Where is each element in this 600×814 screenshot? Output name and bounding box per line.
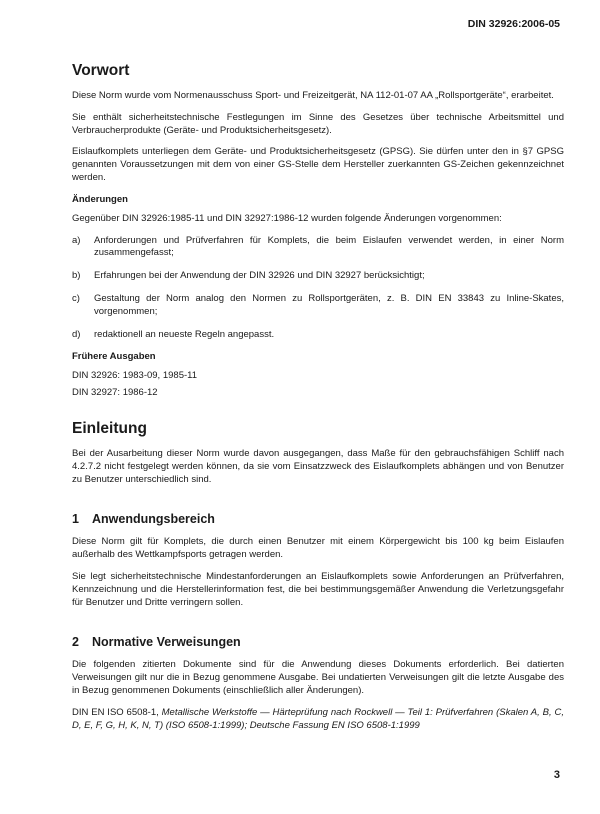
- vorwort-paragraph-1: Diese Norm wurde vom Normenausschuss Sport- und Freizeitgerät, NA 112-01-07 AA „Rollsportgeräte“, erarbeitet.: [72, 90, 554, 101]
- vorwort-paragraph-3: Eislaufkomplets unterliegen dem Geräte- und Produktsicherheitsgesetz (GPSG). Sie dürfen unter den in §7 GPSG genannten Voraussetzungen mit dem von einer GS-Stelle dem Hersteller zuerkannten GS-Zeichen gekennzeichnet werden.: [72, 146, 564, 183]
- document-id: DIN 32926:2006-05: [467, 18, 560, 30]
- section-1-number: 1: [72, 512, 79, 527]
- page-number: 3: [553, 769, 560, 781]
- aenderungen-list: [72, 235, 564, 342]
- list-item-text: Gestaltung der Norm analog den Normen zu Rollsportgeräten, z. B. DIN EN 33843 zu Inline-Skates, vorgenommen;: [94, 292, 564, 317]
- reference-number: DIN EN ISO 6508-1,: [72, 706, 159, 718]
- fruehere-ausgaben-heading: Frühere Ausgaben: [72, 351, 156, 363]
- list-item-marker: c): [72, 292, 80, 304]
- section-1-title: Anwendungsbereich: [92, 512, 215, 527]
- section-2-number: 2: [72, 635, 79, 650]
- fruehere-ausgaben-list: [72, 370, 564, 400]
- section-2-title: Normative Verweisungen: [92, 635, 241, 650]
- section-1-paragraph-2: Sie legt sicherheitstechnische Mindestanforderungen an Eislaufkomplets sowie Anforderungen an Prüfverfahren, Kennzeichnung und die Herstellerinformation fest, die bei bestimmungsgemäßer Anwendung die Verletzungsgefahr für Benutzer und Dritte verringern sollen.: [72, 570, 564, 608]
- list-item: [72, 293, 564, 319]
- list-item: [72, 235, 564, 261]
- list-item: [72, 270, 564, 283]
- section-2-paragraph-1: Die folgenden zitierten Dokumente sind für die Anwendung dieses Dokuments erforderlich. Bei datierten Verweisungen gilt nur die in Bezug genommene Ausgabe. Bei undatierten Verweisungen gilt die letzte Ausgabe des in Bezug genommenen Dokuments (einschließlich aller Änderungen).: [72, 659, 564, 696]
- list-item-text: Anforderungen und Prüfverfahren für Komplets, die beim Eislaufen verwendet werden, in einer Norm zusammengefasst;: [94, 234, 564, 259]
- list-item-marker: a): [72, 234, 81, 246]
- reference-title: Metallische Werkstoffe — Härteprüfung nach Rockwell — Teil 1: Prüfverfahren (Skalen A, B, C, D, E, F, G, H, K, N, T) (ISO 6508-1:1999); Deutsche Fassung EN ISO 6508-1:1999: [72, 706, 565, 731]
- list-item-text: redaktionell an neueste Regeln angepasst.: [94, 328, 275, 340]
- list-item-marker: d): [72, 328, 81, 340]
- list-item: [72, 329, 564, 342]
- fruehere-ausgabe-line: DIN 32926: 1983-09, 1985-11: [72, 370, 197, 382]
- normative-reference: [72, 707, 564, 733]
- section-2-heading: [72, 634, 564, 650]
- fruehere-ausgabe-line: DIN 32927: 1986-12: [72, 387, 158, 399]
- vorwort-paragraph-2: Sie enthält sicherheitstechnische Festlegungen im Sinne des Gesetzes über technische Arbeitsmittel und Verbraucherprodukte (Geräte- und Produktsicherheitsgesetz).: [72, 111, 564, 136]
- einleitung-paragraph: Bei der Ausarbeitung dieser Norm wurde davon ausgegangen, dass Maße für den gebrauchsfähigen Schliff nach 4.2.7.2 nicht festgelegt werden können, da sie vom Einsatzzweck des Eislaufkomplets abhängen und von Benutzer zu Benutzer unterschiedlich sind.: [72, 447, 564, 485]
- section-1-heading: [72, 511, 564, 527]
- aenderungen-intro: Gegenüber DIN 32926:1985-11 und DIN 32927:1986-12 wurden folgende Änderungen vorgenommen:: [72, 212, 502, 224]
- page-content: [72, 62, 564, 741]
- section-1-paragraph-1: Diese Norm gilt für Komplets, die durch einen Benutzer mit einem Körpergewicht bis 100 kg beim Eislaufen außerhalb des Wettkampfsports getragen werden.: [72, 536, 564, 561]
- einleitung-heading: Einleitung: [72, 419, 147, 437]
- vorwort-heading: Vorwort: [72, 62, 130, 79]
- list-item-text: Erfahrungen bei der Anwendung der DIN 32926 und DIN 32927 berücksichtigt;: [94, 270, 425, 282]
- aenderungen-heading: Änderungen: [72, 193, 128, 205]
- list-item-marker: b): [72, 270, 81, 282]
